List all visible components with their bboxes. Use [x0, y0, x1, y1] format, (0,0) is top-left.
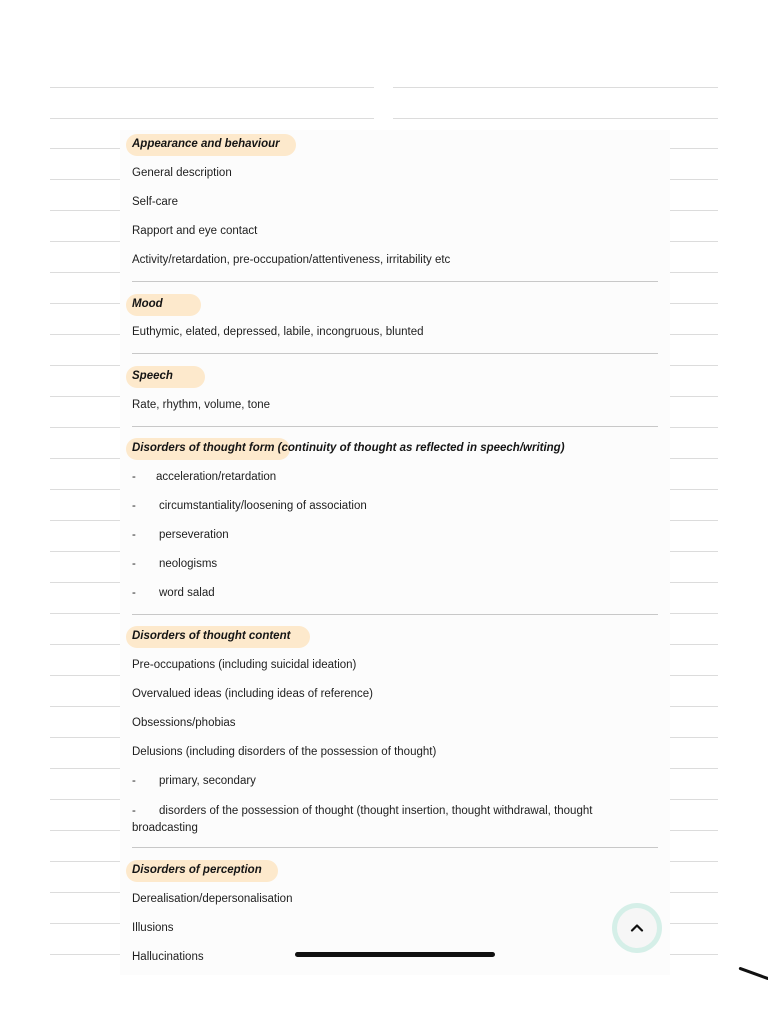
list-item: Euthymic, elated, depressed, labile, incongruous, blunted	[132, 326, 424, 338]
ruled-line	[50, 427, 120, 428]
ruled-line	[50, 861, 120, 862]
bullet-dash: -	[132, 775, 136, 787]
section-heading-tail: continuity of thought as reflected in speech/writing)	[281, 442, 565, 454]
ruled-line	[670, 458, 718, 459]
ruled-line	[670, 582, 718, 583]
list-item: Delusions (including disorders of the possession of thought)	[132, 746, 437, 758]
list-item: - circumstantiality/loosening of association	[132, 500, 367, 512]
chevron-up-icon	[629, 920, 645, 936]
ruled-line	[50, 892, 120, 893]
ruled-line	[670, 365, 718, 366]
bullet-dash: -	[132, 471, 136, 483]
ruled-line	[670, 272, 718, 273]
ruled-line	[50, 582, 120, 583]
ruled-line	[50, 396, 120, 397]
ruled-line	[50, 675, 120, 676]
ruled-line	[670, 551, 718, 552]
section-heading-thought-form: Disorders of thought form (continuity of thought as reflected in speech/writing)	[132, 442, 565, 454]
list-item: - perseveration	[132, 529, 229, 541]
pen-stroke	[738, 967, 768, 981]
ruled-line	[50, 520, 120, 521]
ruled-line	[670, 613, 718, 614]
ruled-line	[670, 892, 718, 893]
list-item: Pre-occupations (including suicidal ideation)	[132, 659, 357, 671]
ruled-line	[50, 551, 120, 552]
ruled-line	[50, 923, 120, 924]
ruled-line	[50, 148, 120, 149]
list-item: - neologisms	[132, 558, 218, 570]
ruled-line	[670, 520, 718, 521]
mental-state-exam-card	[120, 130, 670, 975]
ruled-line	[670, 241, 718, 242]
ruled-line	[50, 768, 120, 769]
list-item: Hallucinations	[132, 951, 204, 963]
section-heading-appearance: Appearance and behaviour	[132, 138, 280, 150]
ruled-line	[50, 334, 120, 335]
ruled-line	[670, 179, 718, 180]
ruled-line	[670, 830, 718, 831]
home-indicator[interactable]	[295, 952, 495, 957]
sub-list-item: - disorders of the possession of thought (thought insertion, thought withdrawal, thought broadcasting	[132, 805, 593, 834]
bullet-dash: -	[132, 587, 136, 599]
ruled-line	[50, 118, 374, 119]
list-item: Rapport and eye contact	[132, 225, 258, 237]
list-item: Illusions	[132, 922, 174, 934]
bullet-dash: -	[132, 500, 136, 512]
ruled-line	[50, 737, 120, 738]
bullet-dash: -	[132, 558, 136, 570]
bullet-dash: -	[132, 805, 136, 817]
ruled-line	[50, 241, 120, 242]
ruled-line	[393, 118, 718, 119]
section-divider	[132, 426, 658, 427]
ruled-line	[670, 396, 718, 397]
ruled-line	[50, 706, 120, 707]
ruled-line	[50, 272, 120, 273]
ruled-line	[670, 675, 718, 676]
list-item: Overvalued ideas (including ideas of reference)	[132, 688, 373, 700]
ruled-line	[670, 489, 718, 490]
ruled-line	[50, 799, 120, 800]
scroll-to-top-button[interactable]	[612, 903, 662, 953]
section-divider	[132, 847, 658, 848]
ruled-line	[670, 303, 718, 304]
section-heading-speech: Speech	[132, 370, 173, 382]
ruled-line	[50, 830, 120, 831]
sub-list-item: - primary, secondary	[132, 775, 256, 787]
ruled-line	[670, 644, 718, 645]
list-item: General description	[132, 167, 232, 179]
section-heading-thought-content: Disorders of thought content	[132, 630, 290, 642]
ruled-line	[50, 87, 374, 88]
list-item: - acceleration/retardation	[132, 471, 277, 483]
ruled-line	[50, 489, 120, 490]
section-heading-perception: Disorders of perception	[132, 864, 262, 876]
ruled-line	[50, 365, 120, 366]
ruled-line	[670, 706, 718, 707]
section-divider	[132, 281, 658, 282]
ruled-line	[670, 210, 718, 211]
ruled-line	[670, 768, 718, 769]
ruled-line	[670, 427, 718, 428]
ruled-line	[50, 644, 120, 645]
ruled-line	[670, 148, 718, 149]
ruled-line	[50, 303, 120, 304]
ruled-line	[50, 179, 120, 180]
ruled-line	[670, 923, 718, 924]
ruled-line	[50, 210, 120, 211]
list-item: Activity/retardation, pre-occupation/attentiveness, irritability etc	[132, 254, 451, 266]
section-divider	[132, 614, 658, 615]
ruled-line	[670, 334, 718, 335]
list-item: Derealisation/depersonalisation	[132, 893, 293, 905]
ruled-line	[50, 613, 120, 614]
list-item: - word salad	[132, 587, 215, 599]
list-item: Self-care	[132, 196, 179, 208]
ruled-line	[670, 799, 718, 800]
list-item: Obsessions/phobias	[132, 717, 236, 729]
ruled-line	[50, 458, 120, 459]
list-item: Rate, rhythm, volume, tone	[132, 399, 271, 411]
section-divider	[132, 353, 658, 354]
section-heading-mood: Mood	[132, 298, 163, 310]
ruled-line	[50, 954, 120, 955]
ruled-line	[670, 861, 718, 862]
bullet-dash: -	[132, 529, 136, 541]
ruled-line	[393, 87, 718, 88]
ruled-line	[670, 737, 718, 738]
ruled-line	[670, 954, 718, 955]
